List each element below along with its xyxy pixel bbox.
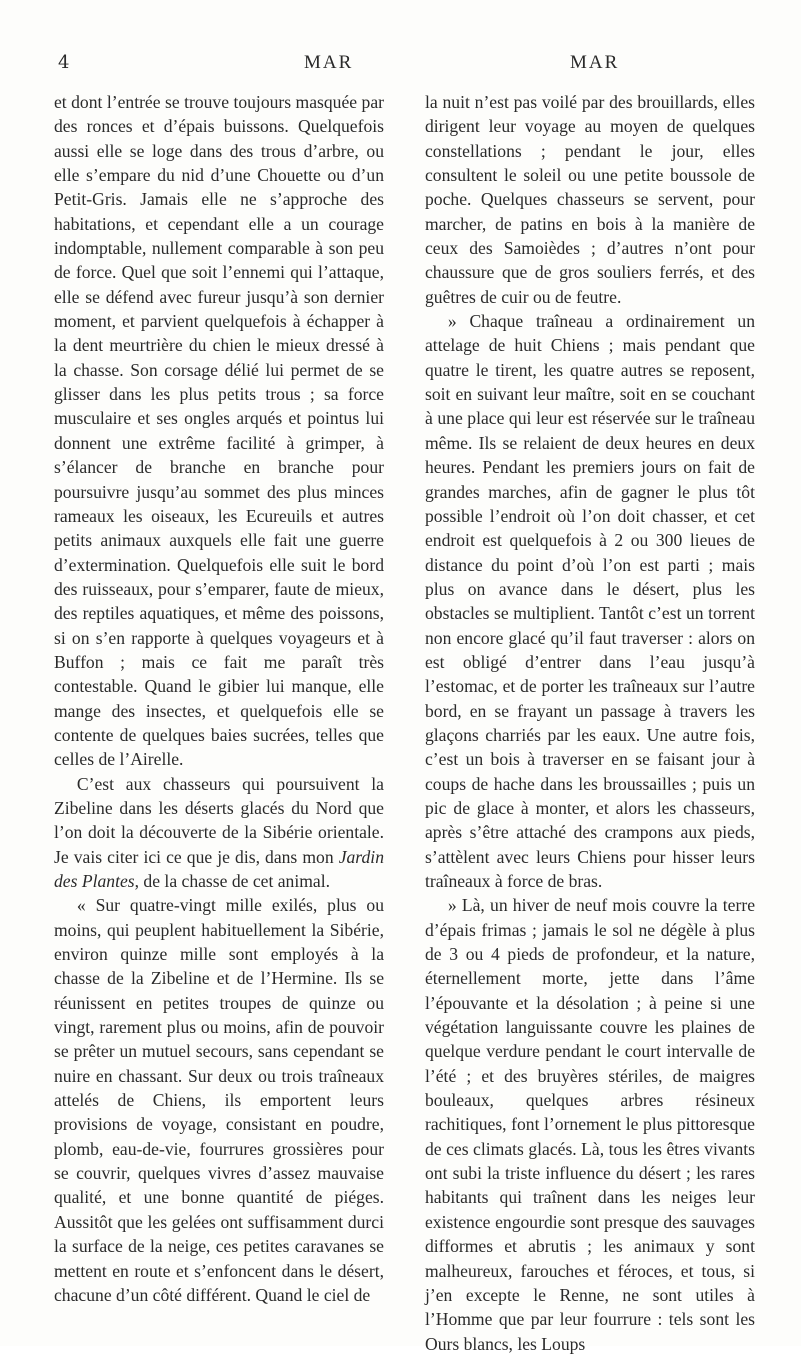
paragraph: « Sur quatre-vingt mille exilés, plus ou moins, qui peuplent habituellement la Sibérie, environ quinze mille sont employés à la chasse de la Zibeline et de l’Hermine. Ils se réunissent en petites troupes de quinze ou vingt, rarement plus ou moins, afin de pouvoir se prêter un mutuel secours, sans cependant se nuire en chassant. Sur deux ou trois traîneaux attelés de Chiens, ils emportent leurs provisions de voyage, consistant en poudre, plomb, eau-de-vie, fourrures grossières pour se couvrir, quelques vivres d’assez mauvaise qualité, et une bonne quantité de piéges. Aussitôt que les gelées ont suffisamment durci la surface de la neige, ces petites caravanes se mettent en route et s’enfoncent dans le désert, chacune d’un côté différent. Quand le ciel de bbox=[54, 895, 384, 1305]
page-number: 4 bbox=[58, 52, 71, 73]
paragraph-text: C’est aux chasseurs qui poursuivent la Zibeline dans les déserts glacés du Nord que l’on doit la découverte de la Sibérie orientale. Je vais citer ici ce que je dis, dans mon bbox=[54, 773, 384, 867]
right-text-column bbox=[425, 90, 755, 1356]
column-gutter bbox=[408, 100, 409, 1330]
left-text-column bbox=[54, 90, 384, 1307]
paragraph: » Là, un hiver de neuf mois couvre la terre d’épais frimas ; jamais le sol ne dégèle à plus de 3 ou 4 pieds de profondeur, et la nature, éternellement morte, jette dans l’âme l’épouvante et la désolation ; à peine si une végétation languissante couvre les plaines de quelque verdure pendant le court intervalle de l’été ; et des bruyères stériles, de maigres bouleaux, quelques arbres résineux rachitiques, font l’ornement le plus pittoresque de ces climats glacés. Là, tous les êtres vivants ont subi la triste influence du désert ; les rares habitants qui traînent dans les neiges leur existence engourdie sont presque des sauvages difformes et abrutis ; les animaux y sont malheureux, farouches et féroces, et tous, si j’en excepte le Renne, ne sont utiles à l’Homme que par leur fourrure : tels sont les Ours blancs, les Loups bbox=[425, 895, 755, 1354]
running-head-right: MAR bbox=[570, 52, 620, 73]
running-head-left: MAR bbox=[304, 52, 354, 73]
paragraph: » Chaque traîneau a ordinairement un attelage de huit Chiens ; mais pendant que quatre le tirent, les quatre autres se reposent, soit en suivant leur maître, soit en se couchant à une place qui leur est réservée sur le traîneau même. Ils se relaient de deux heures en deux heures. Pendant les premiers jours on fait de grandes marches, afin de gagner le plus tôt possible l’endroit où l’on doit chasser, et cet endroit est quelquefois à 2 ou 300 lieues de distance du point d’où l’on est parti ; mais plus on avance dans le désert, plus les obstacles se multiplient. Tantôt c’est un torrent non encore glacé qu’il faut traverser : alors on est obligé d’entrer dans l’eau jusqu’à l’estomac, et de porter les traîneaux sur l’autre bord, en se frayant un passage à travers les glaçons charriés par les eaux. Une autre fois, c’est un bois à traverser en se faisant jour à coups de hache dans les broussailles ; puis un pic de glace à monter, et alors les chasseurs, après s’être attaché des crampons aux pieds, s’attèlent avec leurs Chiens pour hisser leurs traîneaux à force de bras. bbox=[425, 311, 755, 891]
paragraph: la nuit n’est pas voilé par des brouillards, elles dirigent leur voyage au moyen de quelques constellations ; pendant le jour, elles consultent le soleil ou une petite boussole de poche. Quelques chasseurs se servent, pour marcher, de patins en bois à la manière de ceux des Samoièdes ; d’autres n’ont pour chaussure que de gros souliers ferrés, et des guêtres de cuir ou de feutre. bbox=[425, 92, 755, 307]
page-header bbox=[0, 52, 801, 78]
paragraph: et dont l’entrée se trouve toujours masquée par des ronces et d’épais buissons. Quelquefois aussi elle se loge dans des trous d’arbre, ou elle s’empare du nid d’une Chouette ou d’un Petit-Gris. Jamais elle ne s’approche des habitations, et cependant elle a un courage indomptable, nullement comparable à son peu de force. Quel que soit l’ennemi qui l’attaque, elle se défend avec fureur jusqu’à son dernier moment, et parvient quelquefois à échapper à la dent meurtrière du chien le mieux dressé à la chasse. Son corsage délié lui permet de se glisser dans les plus petits trous ; sa force musculaire et ses ongles arqués et pointus lui donnent une extrême facilité à grimper, à s’élancer de branche en branche pour poursuivre jusqu’au sommet des plus minces rameaux les oiseaux, les Ecureuils et autres petits animaux auxquels elle fait une guerre d’extermination. Quelquefois elle suit le bord des ruisseaux, pour s’emparer, faute de mieux, des reptiles aquatiques, et même des poissons, si on s’en rapporte à quelques voyageurs et à Buffon ; mais ce fait me paraît très contestable. Quand le gibier lui manque, elle mange des insectes, et quelquefois elle se contente de quelques baies sucrées, telles que celles de l’Airelle. bbox=[54, 92, 384, 770]
book-title: Jardin des Plantes bbox=[54, 846, 384, 891]
paragraph-text: , de la chasse de cet animal. bbox=[134, 871, 331, 891]
paragraph bbox=[54, 772, 384, 894]
